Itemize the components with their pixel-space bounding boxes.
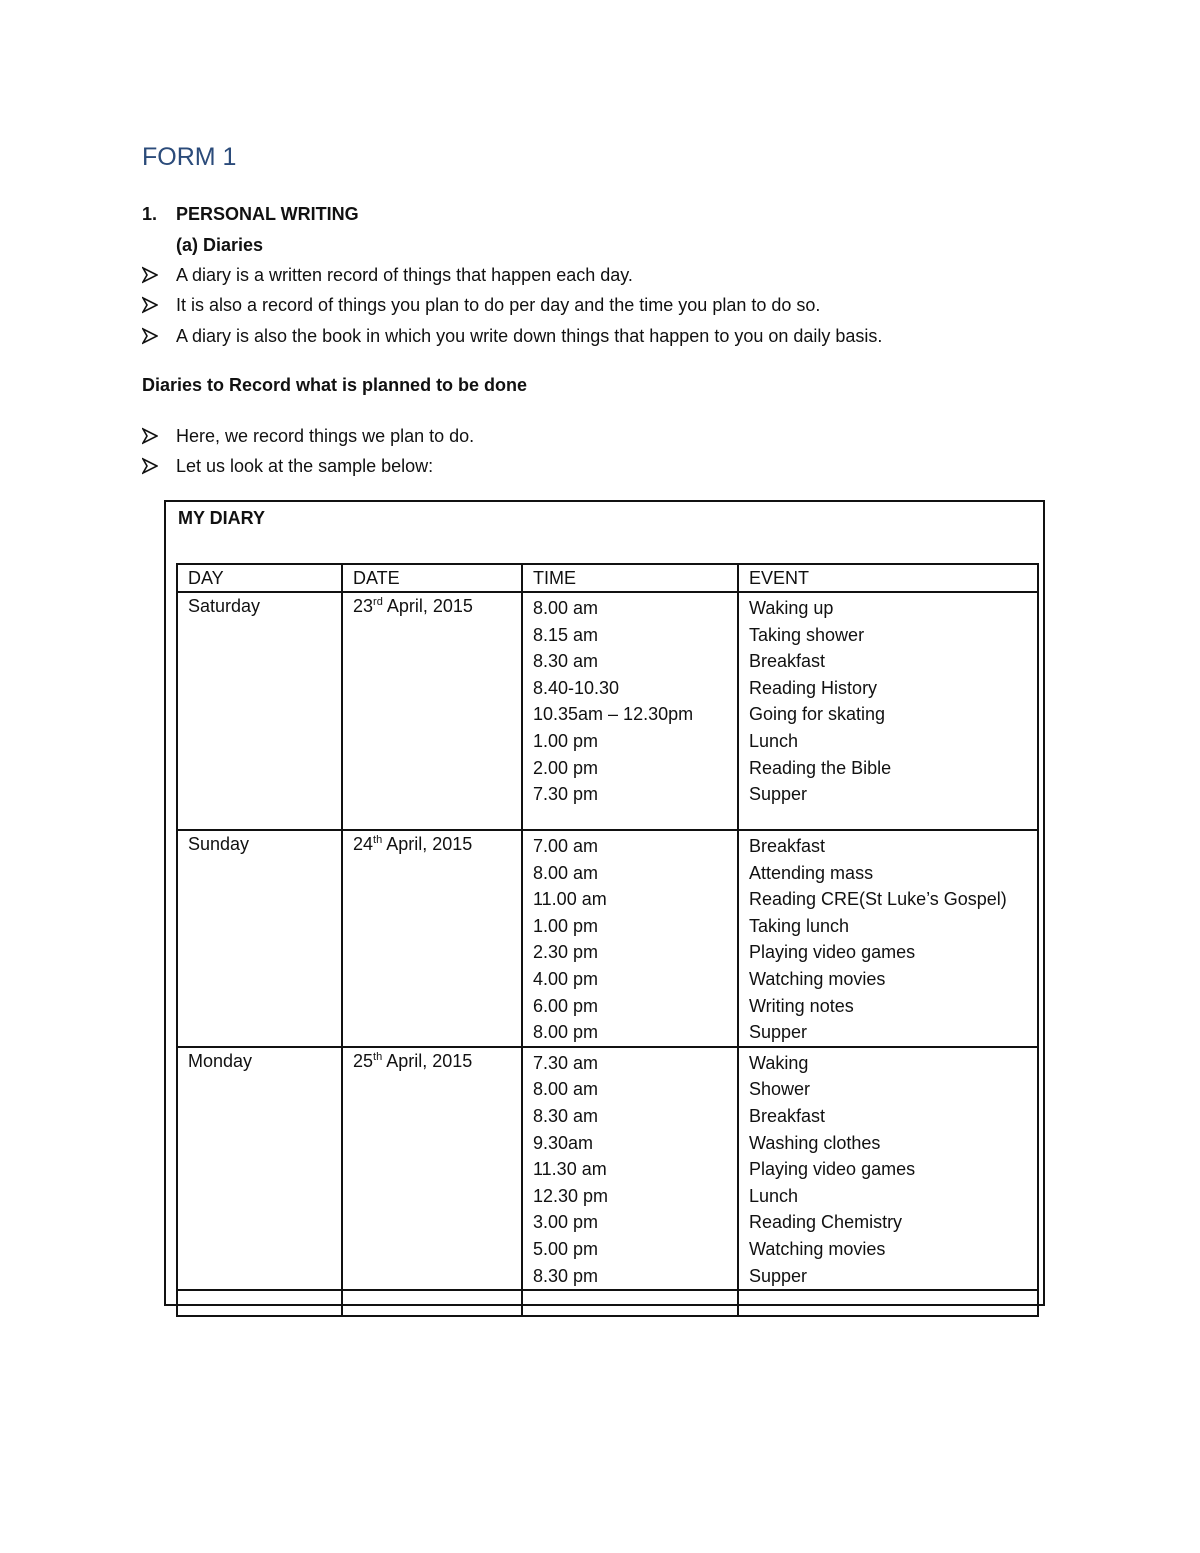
section-title: PERSONAL WRITING (176, 204, 359, 224)
time-entry: 4.00 pm (533, 968, 599, 989)
table-row (177, 1047, 1038, 1290)
arrowhead-bullet-icon (142, 294, 160, 316)
diary-title: MY DIARY (178, 508, 266, 528)
event-entry: Lunch (749, 1185, 799, 1206)
day-text: Saturday (188, 596, 261, 616)
time-entry: 1.00 pm (533, 730, 599, 751)
column-header-date: DATE (342, 564, 522, 592)
date-rest: April, 2015 (382, 1050, 473, 1071)
diary-header-row (177, 564, 1038, 592)
time-entry: 8.00 am (533, 862, 599, 883)
empty-cell (342, 1290, 522, 1316)
time-entry: 2.00 pm (533, 757, 599, 778)
time-entry: 7.00 am (533, 836, 599, 856)
column-header-event: EVENT (738, 564, 1038, 592)
time-entry: 8.00 pm (533, 1022, 599, 1043)
table-row (177, 830, 1038, 1047)
subsection-title: Diaries to Record what is planned to be done (142, 375, 528, 395)
table-row (177, 592, 1038, 830)
time-entry: 2.30 pm (533, 942, 599, 963)
date-rest: April, 2015 (382, 834, 473, 854)
event-entry: Writing notes (749, 995, 854, 1016)
time-entry: 3.00 pm (533, 1212, 599, 1233)
date-cell (342, 830, 522, 1047)
date-cell (342, 1047, 522, 1290)
date-cell (342, 592, 522, 830)
event-entry: Taking shower (749, 624, 865, 645)
column-header-day: DAY (177, 564, 342, 592)
event-entry: Reading the Bible (749, 757, 892, 778)
time-entry: 8.30 am (533, 651, 599, 672)
time-entry: 6.00 pm (533, 995, 599, 1016)
time-entry: 1.00 pm (533, 915, 599, 936)
time-entry: 12.30 pm (533, 1185, 609, 1206)
plan-bullet-2: Let us look at the sample below: (176, 456, 434, 476)
subheading: (a) Diaries (176, 235, 264, 255)
arrowhead-bullet-icon (142, 325, 160, 347)
time-entry: 8.00 am (533, 598, 599, 618)
section-number: 1. (142, 204, 158, 224)
event-entry: Supper (749, 784, 808, 805)
time-entry: 7.30 pm (533, 784, 599, 805)
event-entry: Playing video games (749, 1159, 916, 1180)
plan-bullet-1: Here, we record things we plan to do. (176, 426, 475, 446)
event-entry: Watching movies (749, 1238, 886, 1259)
day-cell (177, 830, 342, 1047)
time-entry: 9.30am (533, 1132, 594, 1153)
event-entry: Playing video games (749, 942, 916, 963)
event-entry: Lunch (749, 730, 799, 751)
date-day: 23 (353, 596, 374, 616)
event-entry: Supper (749, 1265, 808, 1286)
empty-cell (177, 1290, 342, 1316)
event-entry: Breakfast (749, 1105, 826, 1126)
arrowhead-bullet-icon (142, 455, 160, 477)
time-entry: 5.00 pm (533, 1238, 599, 1259)
time-entry: 8.30 am (533, 1105, 599, 1126)
date-day: 24 (353, 834, 374, 854)
arrowhead-bullet-icon (142, 425, 160, 447)
time-entry: 7.30 am (533, 1052, 599, 1073)
event-entry: Reading Chemistry (749, 1212, 903, 1233)
event-entry: Waking (749, 1052, 809, 1073)
time-entry: 10.35am – 12.30pm (533, 704, 694, 725)
empty-cell (738, 1290, 1038, 1316)
event-entry: Washing clothes (749, 1132, 881, 1153)
arrowhead-bullet-icon (142, 264, 160, 286)
date-day: 25 (353, 1050, 374, 1071)
time-entry: 8.40-10.30 (533, 677, 620, 698)
date-suffix: rd (373, 596, 383, 608)
time-entry: 8.00 am (533, 1079, 599, 1100)
event-entry: Reading History (749, 677, 878, 698)
time-entry: 11.30 am (533, 1159, 607, 1180)
event-entry: Breakfast (749, 836, 826, 856)
empty-table-row (177, 1290, 1038, 1316)
time-cell (522, 830, 738, 1047)
event-entry: Supper (749, 1022, 808, 1043)
date-suffix: th (373, 1050, 383, 1063)
date-suffix: th (373, 834, 383, 846)
event-entry: Watching movies (749, 968, 886, 989)
day-text: Monday (188, 1050, 253, 1071)
time-cell (522, 592, 738, 830)
day-text: Sunday (188, 834, 250, 854)
event-entry: Waking up (749, 598, 834, 618)
time-cell (522, 1047, 738, 1290)
diary-box (164, 500, 1045, 1306)
event-cell (738, 830, 1038, 1047)
empty-cell (522, 1290, 738, 1316)
intro-bullet-2: It is also a record of things you plan to do per day and the time you plan to do so. (176, 295, 821, 315)
time-entry: 8.15 am (533, 624, 599, 645)
event-entry: Reading CRE(St Luke’s Gospel) (749, 889, 1007, 910)
event-entry: Taking lunch (749, 915, 850, 936)
event-entry: Breakfast (749, 651, 826, 672)
date-rest: April, 2015 (382, 596, 473, 616)
day-cell (177, 1047, 342, 1290)
event-cell (738, 592, 1038, 830)
time-entry: 8.30 pm (533, 1265, 599, 1286)
time-entry: 11.00 am (533, 889, 607, 910)
event-entry: Shower (749, 1079, 811, 1100)
event-entry: Attending mass (749, 862, 874, 883)
column-header-time: TIME (522, 564, 738, 592)
event-cell (738, 1047, 1038, 1290)
diary-table (176, 563, 1039, 1317)
day-cell (177, 592, 342, 830)
page-heading: FORM 1 (142, 143, 237, 171)
event-entry: Going for skating (749, 704, 886, 725)
intro-bullet-3: A diary is also the book in which you write down things that happen to you on daily basis. (176, 326, 883, 346)
intro-bullet-1: A diary is a written record of things that happen each day. (176, 265, 633, 285)
